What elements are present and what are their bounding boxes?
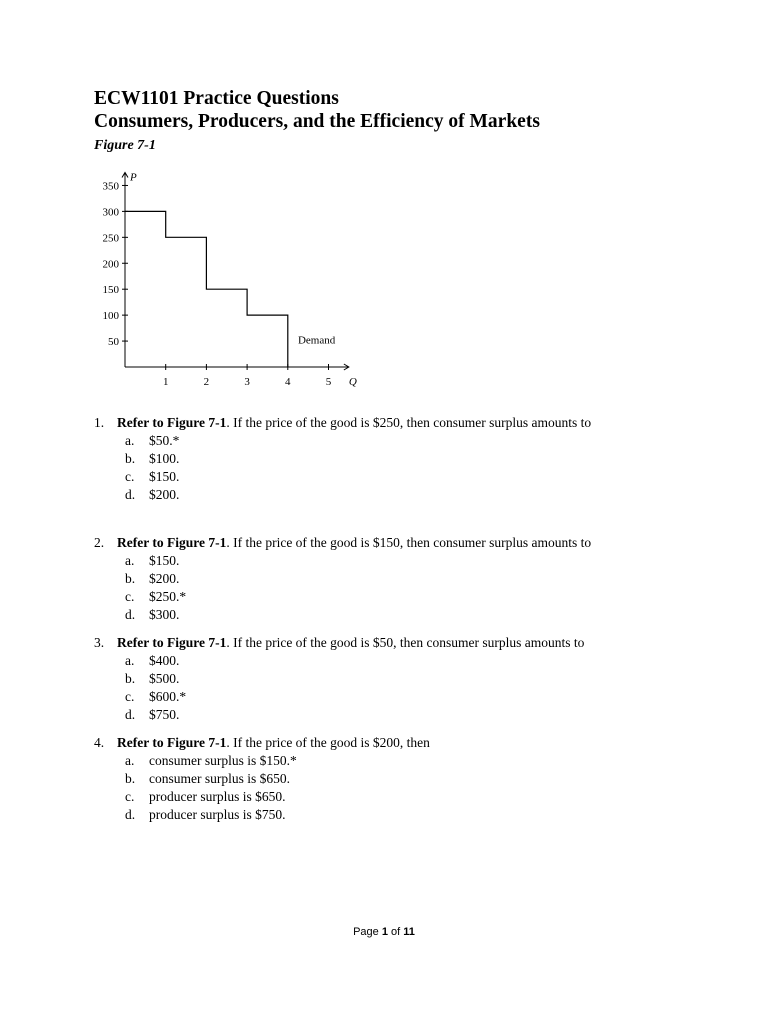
question-number: 4. xyxy=(94,735,105,750)
answer-options xyxy=(94,552,591,624)
answer-option xyxy=(94,652,584,670)
option-letter: b. xyxy=(125,671,136,686)
y-tick-label: 100 xyxy=(102,310,119,323)
question-reference: Refer to Figure 7-1 xyxy=(117,535,227,550)
option-letter: d. xyxy=(125,487,136,502)
answer-option xyxy=(94,670,584,688)
demand-curve xyxy=(125,211,288,367)
y-tick-label: 50 xyxy=(108,336,119,349)
x-axis-label: Q xyxy=(348,376,357,388)
option-text: $150. xyxy=(149,553,180,568)
option-letter: b. xyxy=(125,571,136,586)
question-stem xyxy=(94,634,584,652)
footer-total-pages: 11 xyxy=(403,926,415,938)
y-tick-label: 300 xyxy=(102,206,119,219)
y-tick-label: 150 xyxy=(102,284,119,297)
answer-option xyxy=(94,752,430,770)
question-number: 3. xyxy=(94,635,105,650)
answer-options xyxy=(94,432,591,504)
question-2 xyxy=(94,534,591,624)
option-text: $300. xyxy=(149,607,180,622)
figure-caption: Figure 7-1 xyxy=(94,138,156,153)
answer-option xyxy=(94,770,430,788)
answer-options xyxy=(94,752,430,824)
option-text: $200. xyxy=(149,571,180,586)
answer-option xyxy=(94,806,430,824)
x-tick-label: 1 xyxy=(162,376,169,388)
question-reference: Refer to Figure 7-1 xyxy=(117,415,227,430)
x-tick-label: 4 xyxy=(285,376,291,388)
answer-option xyxy=(94,606,591,624)
option-text: $200. xyxy=(149,487,180,502)
question-number: 1. xyxy=(94,415,105,430)
option-text: producer surplus is $750. xyxy=(149,807,286,822)
option-text: $600.* xyxy=(149,689,187,704)
x-tick-label: 2 xyxy=(203,376,210,388)
y-tick-label: 350 xyxy=(102,180,119,193)
answer-option xyxy=(94,432,591,450)
option-text: consumer surplus is $150.* xyxy=(149,753,297,768)
option-letter: b. xyxy=(125,771,136,786)
question-4 xyxy=(94,734,430,824)
answer-option xyxy=(94,588,591,606)
answer-option xyxy=(94,788,430,806)
option-letter: c. xyxy=(125,589,135,604)
series-label-demand: Demand xyxy=(297,334,336,347)
question-text: . If the price of the good is $250, then consumer surplus amounts to xyxy=(226,415,592,430)
option-letter: a. xyxy=(125,753,135,768)
document-title: ECW1101 Practice Questions xyxy=(94,88,339,109)
question-stem xyxy=(94,414,591,432)
option-letter: d. xyxy=(125,807,136,822)
x-tick-label: 5 xyxy=(325,376,332,388)
footer-of-word: of xyxy=(391,926,401,938)
option-letter: a. xyxy=(125,653,135,668)
document-subtitle: Consumers, Producers, and the Efficiency of Markets xyxy=(94,111,540,132)
option-letter: c. xyxy=(125,469,135,484)
question-text: . If the price of the good is $50, then consumer surplus amounts to xyxy=(226,635,585,650)
answer-option xyxy=(94,552,591,570)
question-stem xyxy=(94,734,430,752)
option-text: $100. xyxy=(149,451,180,466)
option-letter: b. xyxy=(125,451,136,466)
option-letter: d. xyxy=(125,607,136,622)
question-text: . If the price of the good is $200, then xyxy=(226,735,430,750)
option-text: $750. xyxy=(149,707,180,722)
answer-option xyxy=(94,706,584,724)
option-text: $50.* xyxy=(149,433,180,448)
answer-options xyxy=(94,652,584,724)
question-number: 2. xyxy=(94,535,105,550)
answer-option xyxy=(94,468,591,486)
footer-current-page: 1 xyxy=(381,926,388,938)
option-letter: c. xyxy=(125,789,135,804)
question-stem xyxy=(94,534,591,552)
question-text: . If the price of the good is $150, then consumer surplus amounts to xyxy=(226,535,592,550)
question-reference: Refer to Figure 7-1 xyxy=(117,735,227,750)
y-tick-label: 250 xyxy=(102,232,119,245)
answer-option xyxy=(94,450,591,468)
answer-option xyxy=(94,486,591,504)
answer-option xyxy=(94,688,584,706)
option-text: $250.* xyxy=(149,589,187,604)
x-tick-label: 3 xyxy=(244,376,250,388)
y-axis-label: P xyxy=(130,171,137,184)
question-reference: Refer to Figure 7-1 xyxy=(117,635,227,650)
option-text: producer surplus is $650. xyxy=(149,789,286,804)
option-letter: d. xyxy=(125,707,136,722)
option-text: $500. xyxy=(149,671,180,686)
option-letter: a. xyxy=(125,553,135,568)
question-3 xyxy=(94,634,584,724)
option-letter: a. xyxy=(125,433,135,448)
option-text: $150. xyxy=(149,469,180,484)
y-tick-label: 200 xyxy=(102,258,119,271)
answer-option xyxy=(94,570,591,588)
question-1 xyxy=(94,414,591,504)
footer-page-word: Page xyxy=(353,926,379,938)
page-footer xyxy=(0,926,768,938)
option-letter: c. xyxy=(125,689,135,704)
option-text: $400. xyxy=(149,653,180,668)
demand-step-chart xyxy=(0,160,400,400)
option-text: consumer surplus is $650. xyxy=(149,771,290,786)
